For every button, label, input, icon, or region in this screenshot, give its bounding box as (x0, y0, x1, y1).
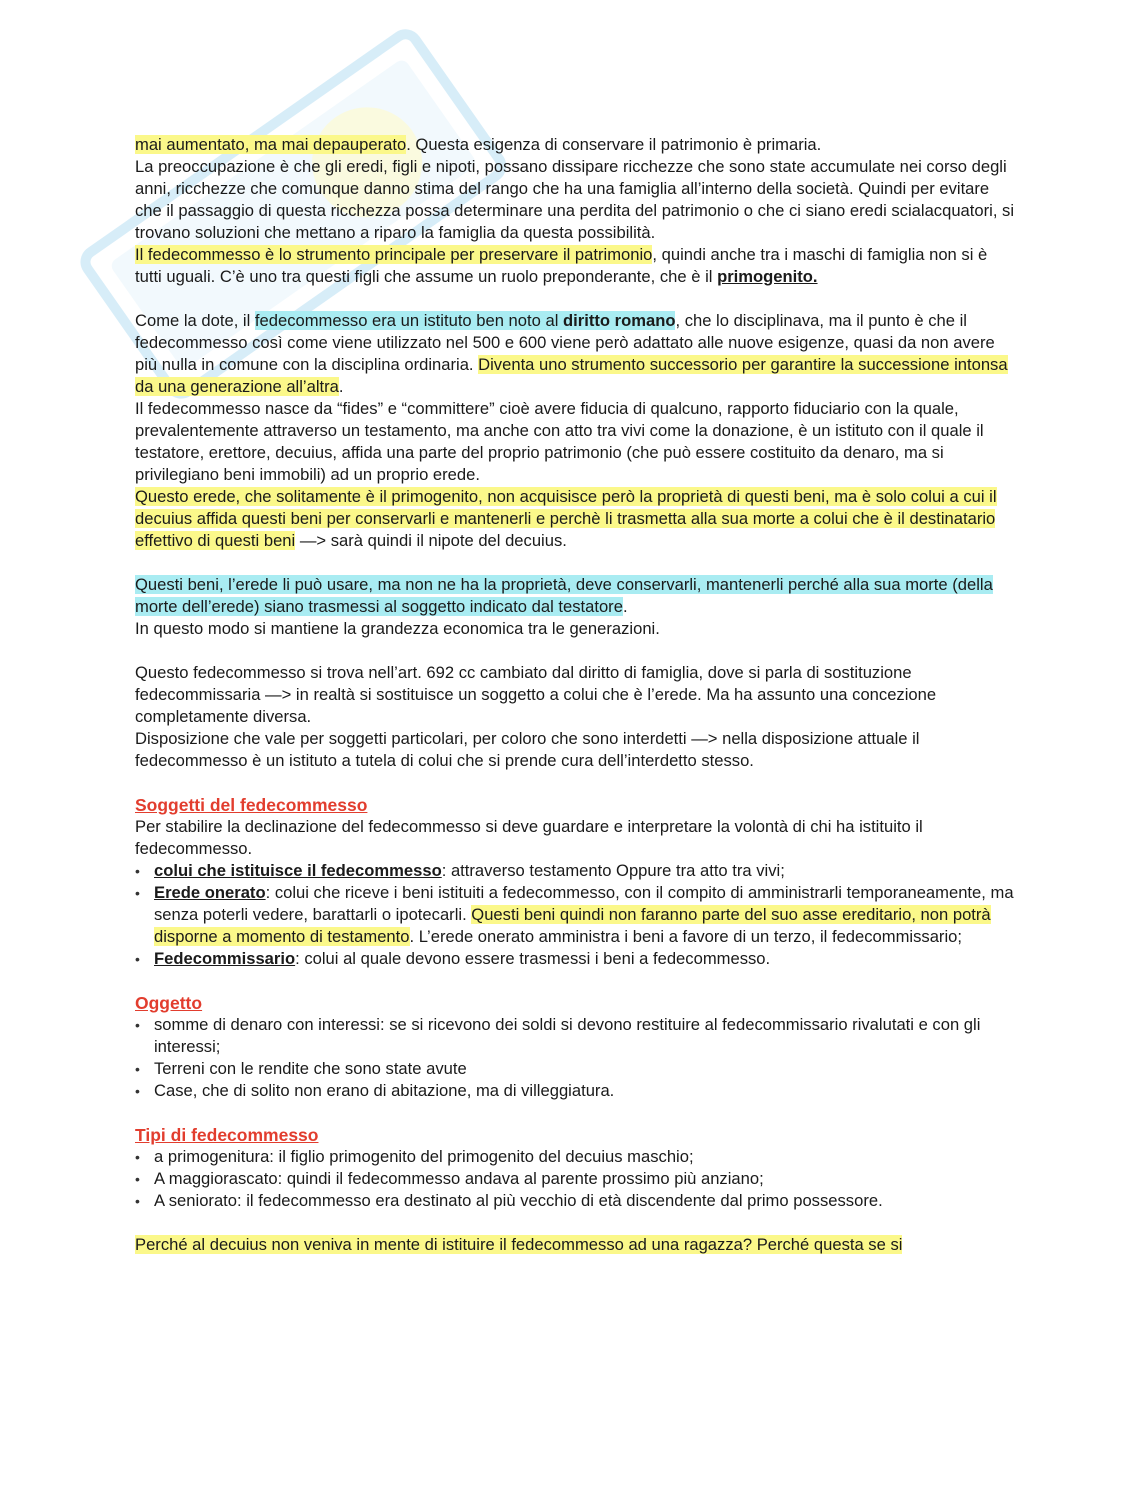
disposizione-paragraph: Disposizione che vale per soggetti particolari, per coloro che sono interdetti —> nella disposizione attuale il fedecommesso è un istituto a tutela di colui che si prende cura dell’interdetto stesso. (135, 729, 920, 770)
list-item: • Case, che di solito non erano di abitazione, ma di villeggiatura. (135, 1080, 1015, 1102)
document-page (135, 134, 1015, 1256)
list-item: • somme di denaro con interessi: se si ricevono dei soldi si devono restituire al fedecommissario rivalutati e con gli interessi; (135, 1014, 1015, 1058)
oggetto-heading: Oggetto (135, 993, 203, 1013)
soggetti-heading: Soggetti del fedecommesso (135, 795, 368, 815)
intro-paragraph-1: mai aumentato, ma mai depauperato. Questa esigenza di conservare il patrimonio è primaria. (135, 135, 822, 154)
dote-paragraph: Come la dote, il fedecommesso era un istituto ben noto al diritto romano, che lo disciplinava, ma il punto è che il fedecommesso così come viene utilizzato nel 500 e 600 viene però adattato alle nuove esigenze, quasi da non avere più nulla in comune con la disciplina ordinaria. Diventa uno strumento successorio per garantire la successione intonsa da una generazione all’altra. (135, 311, 1008, 396)
closing-paragraph: Perché al decuius non veniva in mente di istituire il fedecommesso ad una ragazza? Perché questa se si (135, 1235, 903, 1254)
list-item: • A maggiorascato: quindi il fedecommesso andava al parente prossimo più anziano; (135, 1168, 1015, 1190)
list-item: • a primogenitura: il figlio primogenito del primogenito del decuius maschio; (135, 1146, 1015, 1168)
intro-paragraph-2: La preoccupazione è che gli eredi, figli e nipoti, possano dissipare ricchezze che sono state accumulate nei corso degli anni, ricchezze che comunque danno stima del rango che ha una famiglia all’interno della società. Quindi per evitare che il passaggio di questa ricchezza possa determinare una perdita del patrimonio o che ci siano eredi scialacquatori, si trovano soluzioni che mettano a riparo la famiglia da questa possibilità. (135, 157, 1015, 242)
list-item: • Fedecommissario: colui al quale devono essere trasmessi i beni a fedecommesso. (135, 948, 1015, 970)
list-item: • Terreni con le rendite che sono state avute (135, 1058, 1015, 1080)
fides-paragraph: Il fedecommesso nasce da “fides” e “committere” cioè avere fiducia di qualcuno, rapporto fiduciario con la quale, prevalentemente attraverso un testamento, ma anche con atto tra vivi come la donazione, è un istituto con il quale il testatore, erettore, decuius, affida una parte del proprio patrimonio (che può essere costituito da denaro, ma si privilegiano beni immobili) ad un proprio erede. (135, 399, 984, 484)
tipi-list (135, 1146, 1015, 1212)
oggetto-list (135, 1014, 1015, 1102)
erede-paragraph: Questo erede, che solitamente è il primogenito, non acquisisce però la proprietà di questi beni, ma è solo colui a cui il decuius affida questi beni per conservarli e mantenerli e perchè li trasmetta alla sua morte a colui che è il destinatario effettivo di questi beni —> sarà quindi il nipote del decuius. (135, 487, 997, 550)
tipi-heading: Tipi di fedecommesso (135, 1125, 319, 1145)
grandezza-paragraph: In questo modo si mantiene la grandezza economica tra le generazioni. (135, 619, 660, 638)
list-item: • Erede onerato: colui che riceve i beni istituiti a fedecommesso, con il compito di amministrarli temporaneamente, ma senza poterli vedere, barattarli o ipotecarli. Questi beni quindi non faranno parte del suo asse ereditario, non potrà disporne a momento di testamento. L’erede onerato amministra i beni a favore di un terzo, il fedecommissario; (135, 882, 1015, 948)
articolo-paragraph: Questo fedecommesso si trova nell’art. 692 cc cambiato dal diritto di famiglia, dove si parla di sostituzione fedecommissaria —> in realtà si sostituisce un soggetto a colui che è l’erede. Ma ha assunto una concezione completamente diversa. (135, 663, 937, 726)
beni-paragraph: Questi beni, l’erede li può usare, ma non ne ha la proprietà, deve conservarli, mantenerli perché alla sua morte (della morte dell’erede) siano trasmessi al soggetto indicato dal testatore. (135, 575, 993, 616)
intro-paragraph-3: Il fedecommesso è lo strumento principale per preservare il patrimonio, quindi anche tra i maschi di famiglia non si è tutti uguali. C’è uno tra questi figli che assume un ruolo preponderante, che è il primogenito. (135, 245, 988, 286)
soggetti-list (135, 860, 1015, 970)
soggetti-intro: Per stabilire la declinazione del fedecommesso si deve guardare e interpretare la volontà di chi ha istituito il fedecommesso. (135, 817, 923, 858)
list-item: • colui che istituisce il fedecommesso: attraverso testamento Oppure tra atto tra vivi; (135, 860, 1015, 882)
list-item: • A seniorato: il fedecommesso era destinato al più vecchio di età discendente dal primo possessore. (135, 1190, 1015, 1212)
